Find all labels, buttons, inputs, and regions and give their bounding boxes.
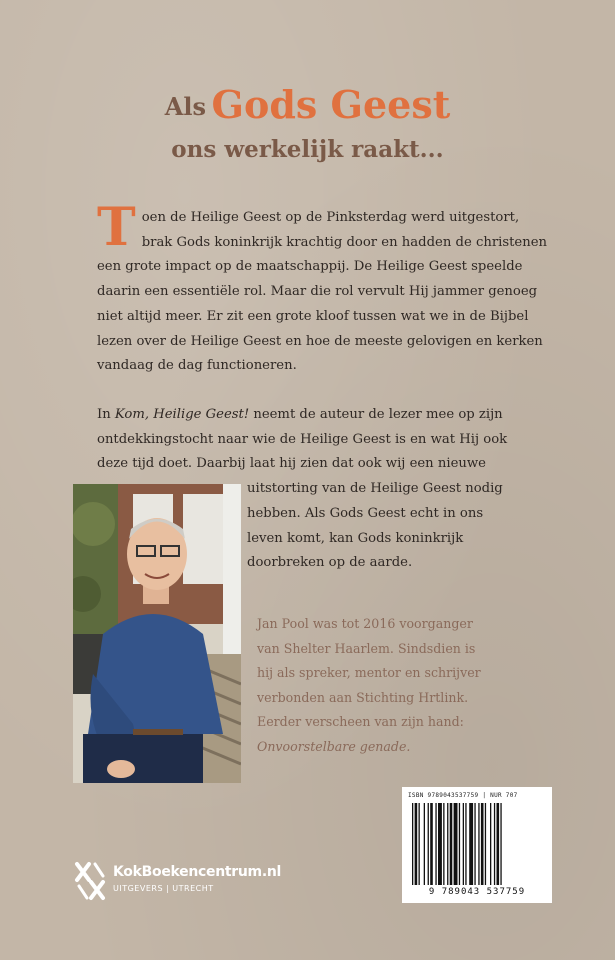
headline-highlight: Gods Geest bbox=[211, 82, 451, 127]
barcode-bar bbox=[447, 803, 448, 885]
drop-cap: T bbox=[97, 197, 136, 258]
headline-prefix: Als bbox=[164, 92, 206, 121]
barcode-bar bbox=[443, 803, 444, 885]
blurb-line: hebben. Als Gods Geest echt in ons bbox=[247, 505, 484, 521]
blurb-line: deze tijd doet. Daarbij laat hij zien dat ook wij een nieuwe bbox=[97, 456, 486, 472]
blurb-line: uitstorting van de Heilige Geest nodig bbox=[247, 481, 503, 497]
barcode-bar bbox=[454, 803, 458, 885]
author-bio bbox=[257, 612, 557, 760]
blurb-paragraph-1 bbox=[97, 197, 552, 379]
barcode-bar bbox=[500, 803, 501, 885]
barcode-bar bbox=[490, 803, 491, 885]
barcode-bars bbox=[402, 787, 552, 887]
bio-line: verbonden aan Stichting Hrtlink. bbox=[257, 689, 469, 705]
publisher-logo bbox=[73, 858, 333, 908]
barcode-bar bbox=[424, 803, 425, 885]
barcode-bar bbox=[450, 803, 453, 885]
blurb-line bbox=[97, 403, 537, 428]
publisher-subtitle: UITGEVERS | UTRECHT bbox=[113, 884, 214, 893]
barcode-top-text: ISBN 9789043537759 | NUR 707 bbox=[408, 792, 518, 799]
publisher-name: KokBoekencentrum.nl bbox=[113, 864, 282, 880]
barcode-bar bbox=[497, 803, 500, 885]
kokboekencentrum-logo-icon bbox=[73, 860, 107, 904]
headline-line-2: ons werkelijk raakt... bbox=[171, 136, 444, 163]
blurb-line: leven komt, kan Gods koninkrijk bbox=[247, 530, 464, 546]
barcode-bar bbox=[481, 803, 484, 885]
barcode-bar bbox=[474, 803, 475, 885]
blurb-line: doorbreken op de aarde. bbox=[247, 555, 413, 571]
book-title-inline: Kom, Heilige Geest! bbox=[114, 407, 250, 422]
barcode-bar bbox=[430, 803, 433, 885]
headline-line-1 bbox=[0, 84, 615, 134]
bio-book-title bbox=[257, 735, 557, 760]
blurb-line: ontdekkingstocht naar wie de Heilige Geest is en wat Hij ook bbox=[97, 431, 508, 447]
barcode-bar bbox=[435, 803, 436, 885]
barcode-bar bbox=[478, 803, 479, 885]
blurb-text: In bbox=[97, 407, 115, 422]
barcode-bar bbox=[459, 803, 460, 885]
headline bbox=[0, 84, 615, 163]
barcode-bar bbox=[465, 803, 466, 885]
barcode-bar bbox=[469, 803, 473, 885]
barcode-bar bbox=[438, 803, 442, 885]
barcode-bar bbox=[428, 803, 429, 885]
bio-line: Jan Pool was tot 2016 voorganger bbox=[257, 616, 473, 631]
bio-line: van Shelter Haarlem. Sindsdien is bbox=[257, 640, 476, 656]
bio-book-title-text: Onvoorstelbare genade. bbox=[257, 738, 411, 754]
barcode-bar bbox=[412, 803, 413, 885]
blurb-text-1: oen de Heilige Geest op de Pinksterdag werd uitgestort, brak Gods koninkrijk krachtig door en hadden de christenen een grote impact op de maatschappij. De Heilige Geest speelde daarin een essentiële rol. Maar die rol vervult Hij jammer genoeg niet altijd meer. Er zit een grote kloof tussen wat we in de Bijbel lezen over de Heilige Geest en hoe de meeste gelovigen en kerken vandaag de dag functioneren. bbox=[97, 210, 548, 374]
barcode-bar bbox=[415, 803, 418, 885]
barcode-bar bbox=[463, 803, 464, 885]
barcode-number: 9 789043 537759 bbox=[428, 887, 526, 897]
barcode-bar bbox=[494, 803, 495, 885]
bio-line: hij als spreker, mentor en schrijver bbox=[257, 665, 481, 681]
barcode-bar bbox=[485, 803, 486, 885]
isbn-barcode bbox=[402, 787, 552, 903]
barcode-bar bbox=[419, 803, 420, 885]
blurb-text: neemt de auteur de lezer mee op zijn bbox=[249, 407, 503, 422]
author-photo bbox=[73, 484, 241, 783]
bio-line: Eerder verscheen van zijn hand: bbox=[257, 714, 464, 730]
